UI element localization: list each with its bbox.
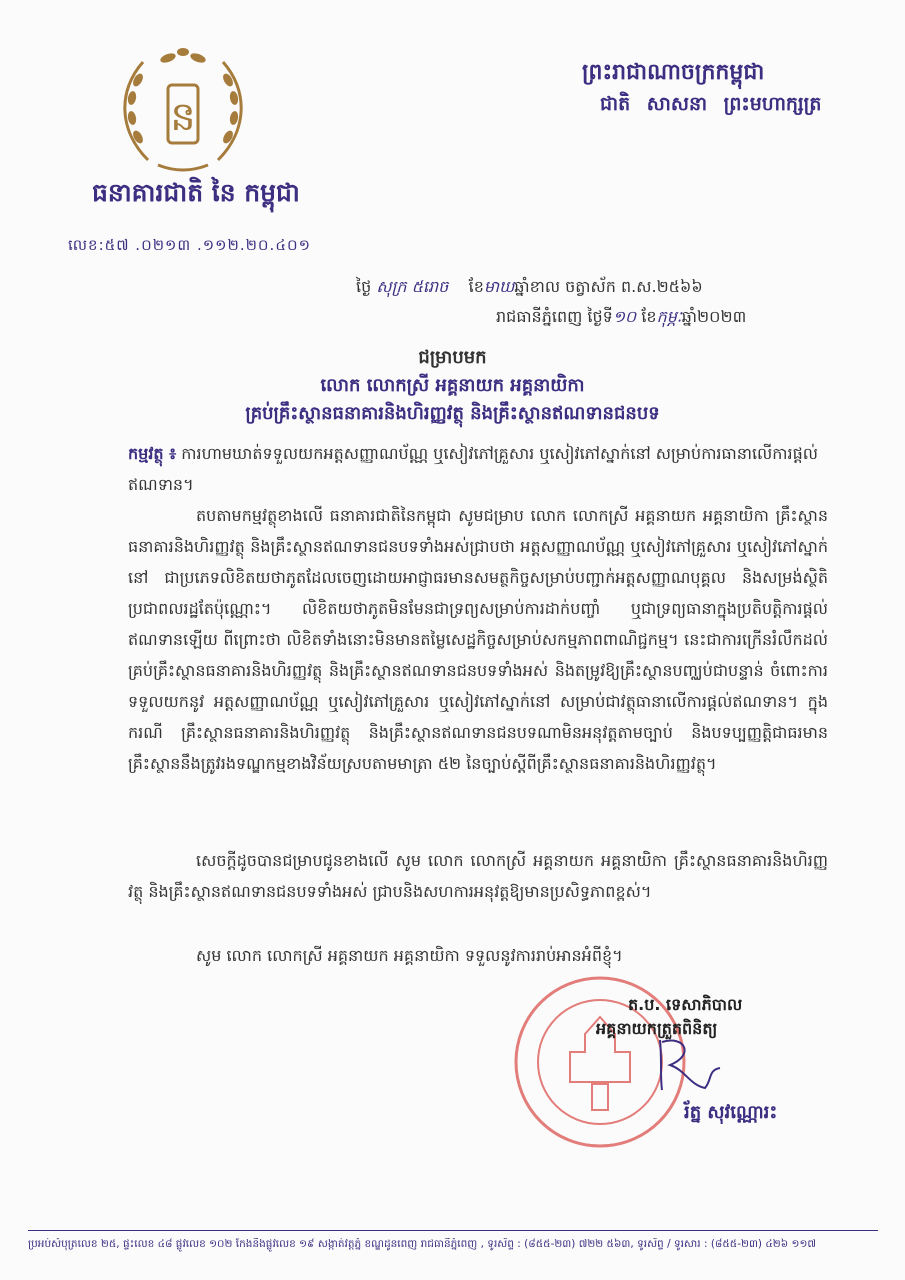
solar-month-prefix: ខែ [641,307,657,326]
subject [128,438,828,500]
lunar-month-prefix: ខែ [468,277,484,296]
solar-month: កុម្ភៈ [656,307,682,326]
reference-number: លេខ:៥៧ .០២១៣ .១១២.២០.៤០១ [68,236,311,254]
svg-text:ន: ន [170,94,196,140]
subject-label: កម្មវត្ថុ ៖ [128,444,177,463]
footer-address: ប្រអប់សំបុត្រលេខ ២៥, ផ្ទះលេខ ៤៨ ផ្លូវលេខ ១០២ កែងនឹងផ្លូវលេខ ១៩ សង្កាត់វត្តភ្នំ ខណ្ឌដូនពេញ រាជធានីភ្នំពេញ , ទូរស័ព្ទ : (៨៥៥-២៣) ៧២២ ៥៦៣, ទូរស័ព្ទ / ទូរសារ : (៨៥៥-២៣) ៤២៦ ១១៧ [28,1238,817,1250]
footer-divider [28,1230,878,1231]
solar-prefix: រាជធានីភ្នំពេញ ថ្ងៃទី [496,307,613,326]
signature-title-2: អគ្គនាយកត្រួតពិនិត្យ [596,1019,718,1038]
addressee-title: ជម្រាបមក [418,347,487,368]
body-paragraph-3: សូម លោក លោកស្រី អគ្គនាយក អគ្គនាយិកា ទទួលនូវការរាប់អានអំពីខ្ញុំ។ [196,946,623,965]
subject-text: ការហាមឃាត់ទទួលយកអត្តសញ្ញាណប័ណ្ណ ឬសៀវភៅគ្រួសារ ឬសៀវភៅស្នាក់នៅ សម្រាប់ការធានាលើការផ្តល់ឥណទាន។ [128,444,818,494]
signatory-name: រ័ត្ន សុវណ្ណោរះ [684,1102,778,1123]
solar-year: ឆ្នាំ២០២៣ [681,307,747,326]
lunar-day: សុក្រ ៥រោច [376,277,449,296]
body-paragraph-2: សេចក្តីដូចបានជម្រាបជូនខាងលើ សូម លោក លោកស្រី អគ្គនាយក អគ្គនាយិកា គ្រឹះស្ថានធនាគារនិងហិរញ្ញវត្ថុ និងគ្រឹះស្ថានឥណទានជនបទទាំងអស់ ជ្រាបនិងសហការអនុវត្តឱ្យមានប្រសិទ្ធភាពខ្ពស់។ [128,851,828,901]
lunar-year: ឆ្នាំខាល ចត្វាស័ក ព.ស.២៥៦៦ [514,277,703,296]
solar-date [496,306,746,330]
addressee-line-2: គ្រប់គ្រឹះស្ថានធនាគារនិងហិរញ្ញវត្ថុ និងគ្រឹះស្ថានឥណទានជនបទ [245,403,660,424]
national-motto: ជាតិ សាសនា ព្រះមហាក្សត្រ [600,93,822,115]
handwritten-signature [650,1030,730,1100]
addressee-line-1: លោក លោកស្រី អគ្គនាយក អគ្គនាយិកា [320,375,585,396]
solar-day: ១០ [612,307,637,326]
lunar-prefix: ថ្ងៃ [356,277,372,296]
lunar-month: មាឃ [483,277,515,296]
bank-logo [108,40,258,180]
lunar-date [356,276,703,300]
signature-title-1: ត.ប. ទេសាភិបាល [628,995,743,1014]
kingdom-title: ព្រះរាជាណាចក្រកម្ពុជា [582,60,765,85]
bank-name: ធនាគារជាតិ នៃ កម្ពុជា [92,178,300,207]
body-paragraph-1: តបតាមកម្មវត្ថុខាងលើ ធនាគារជាតិនៃកម្ពុជា សូមជម្រាប លោក លោកស្រី អគ្គនាយក អគ្គនាយិកា គ្រឹះស្ថានធនាគារនិងហិរញ្ញវត្ថុ និងគ្រឹះស្ថានឥណទានជនបទទាំងអស់ជ្រាបថា អត្តសញ្ញាណប័ណ្ណ ឬសៀវភៅគ្រួសារ ឬសៀវភៅស្នាក់នៅ ជាប្រភេទលិខិតយថាភូតដែលចេញដោយអាជ្ញាធរមានសមត្ថកិច្ចសម្រាប់បញ្ជាក់អត្តសញ្ញាណបុគ្គល និងសម្រង់ស្ថិតិប្រជាពលរដ្ឋតែប៉ុណ្ណោះ។ លិខិតយថាភូតមិនមែនជាទ្រព្យសម្រាប់ការដាក់បញ្ចាំ ឬជាទ្រព្យធានាក្នុងប្រតិបត្តិការផ្តល់ឥណទានឡើយ ពីព្រោះថា លិខិតទាំងនោះមិនមានតម្លៃសេដ្ឋកិច្ចសម្រាប់សកម្មភាពពាណិជ្ជកម្ម។ នេះជាការក្រើនរំលឹកដល់គ្រប់គ្រឹះស្ថានធនាគារនិងហិរញ្ញវត្ថុ និងគ្រឹះស្ថានឥណទានជនបទទាំងអស់ និងតម្រូវឱ្យគ្រឹះស្ថានបញ្ឈប់ជាបន្ទាន់ ចំពោះការទទួលយកនូវ អត្តសញ្ញាណប័ណ្ណ ឬសៀវភៅគ្រួសារ ឬសៀវភៅស្នាក់នៅ សម្រាប់ជាវត្ថុធានាលើការផ្តល់ឥណទាន។ ក្នុងករណី គ្រឹះស្ថានធនាគារនិងហិរញ្ញវត្ថុ និងគ្រឹះស្ថានឥណទានជនបទណាមិនអនុវត្តតាមច្បាប់ និងបទប្បញ្ញត្តិជាធរមាន គ្រឹះស្ថាននឹងត្រូវរងទណ្ឌកម្មខាងវិន័យស្របតាមមាត្រា ៥២ នៃច្បាប់ស្តីពីគ្រឹះស្ថានធនាគារនិងហិរញ្ញវត្ថុ។ [128,506,828,773]
